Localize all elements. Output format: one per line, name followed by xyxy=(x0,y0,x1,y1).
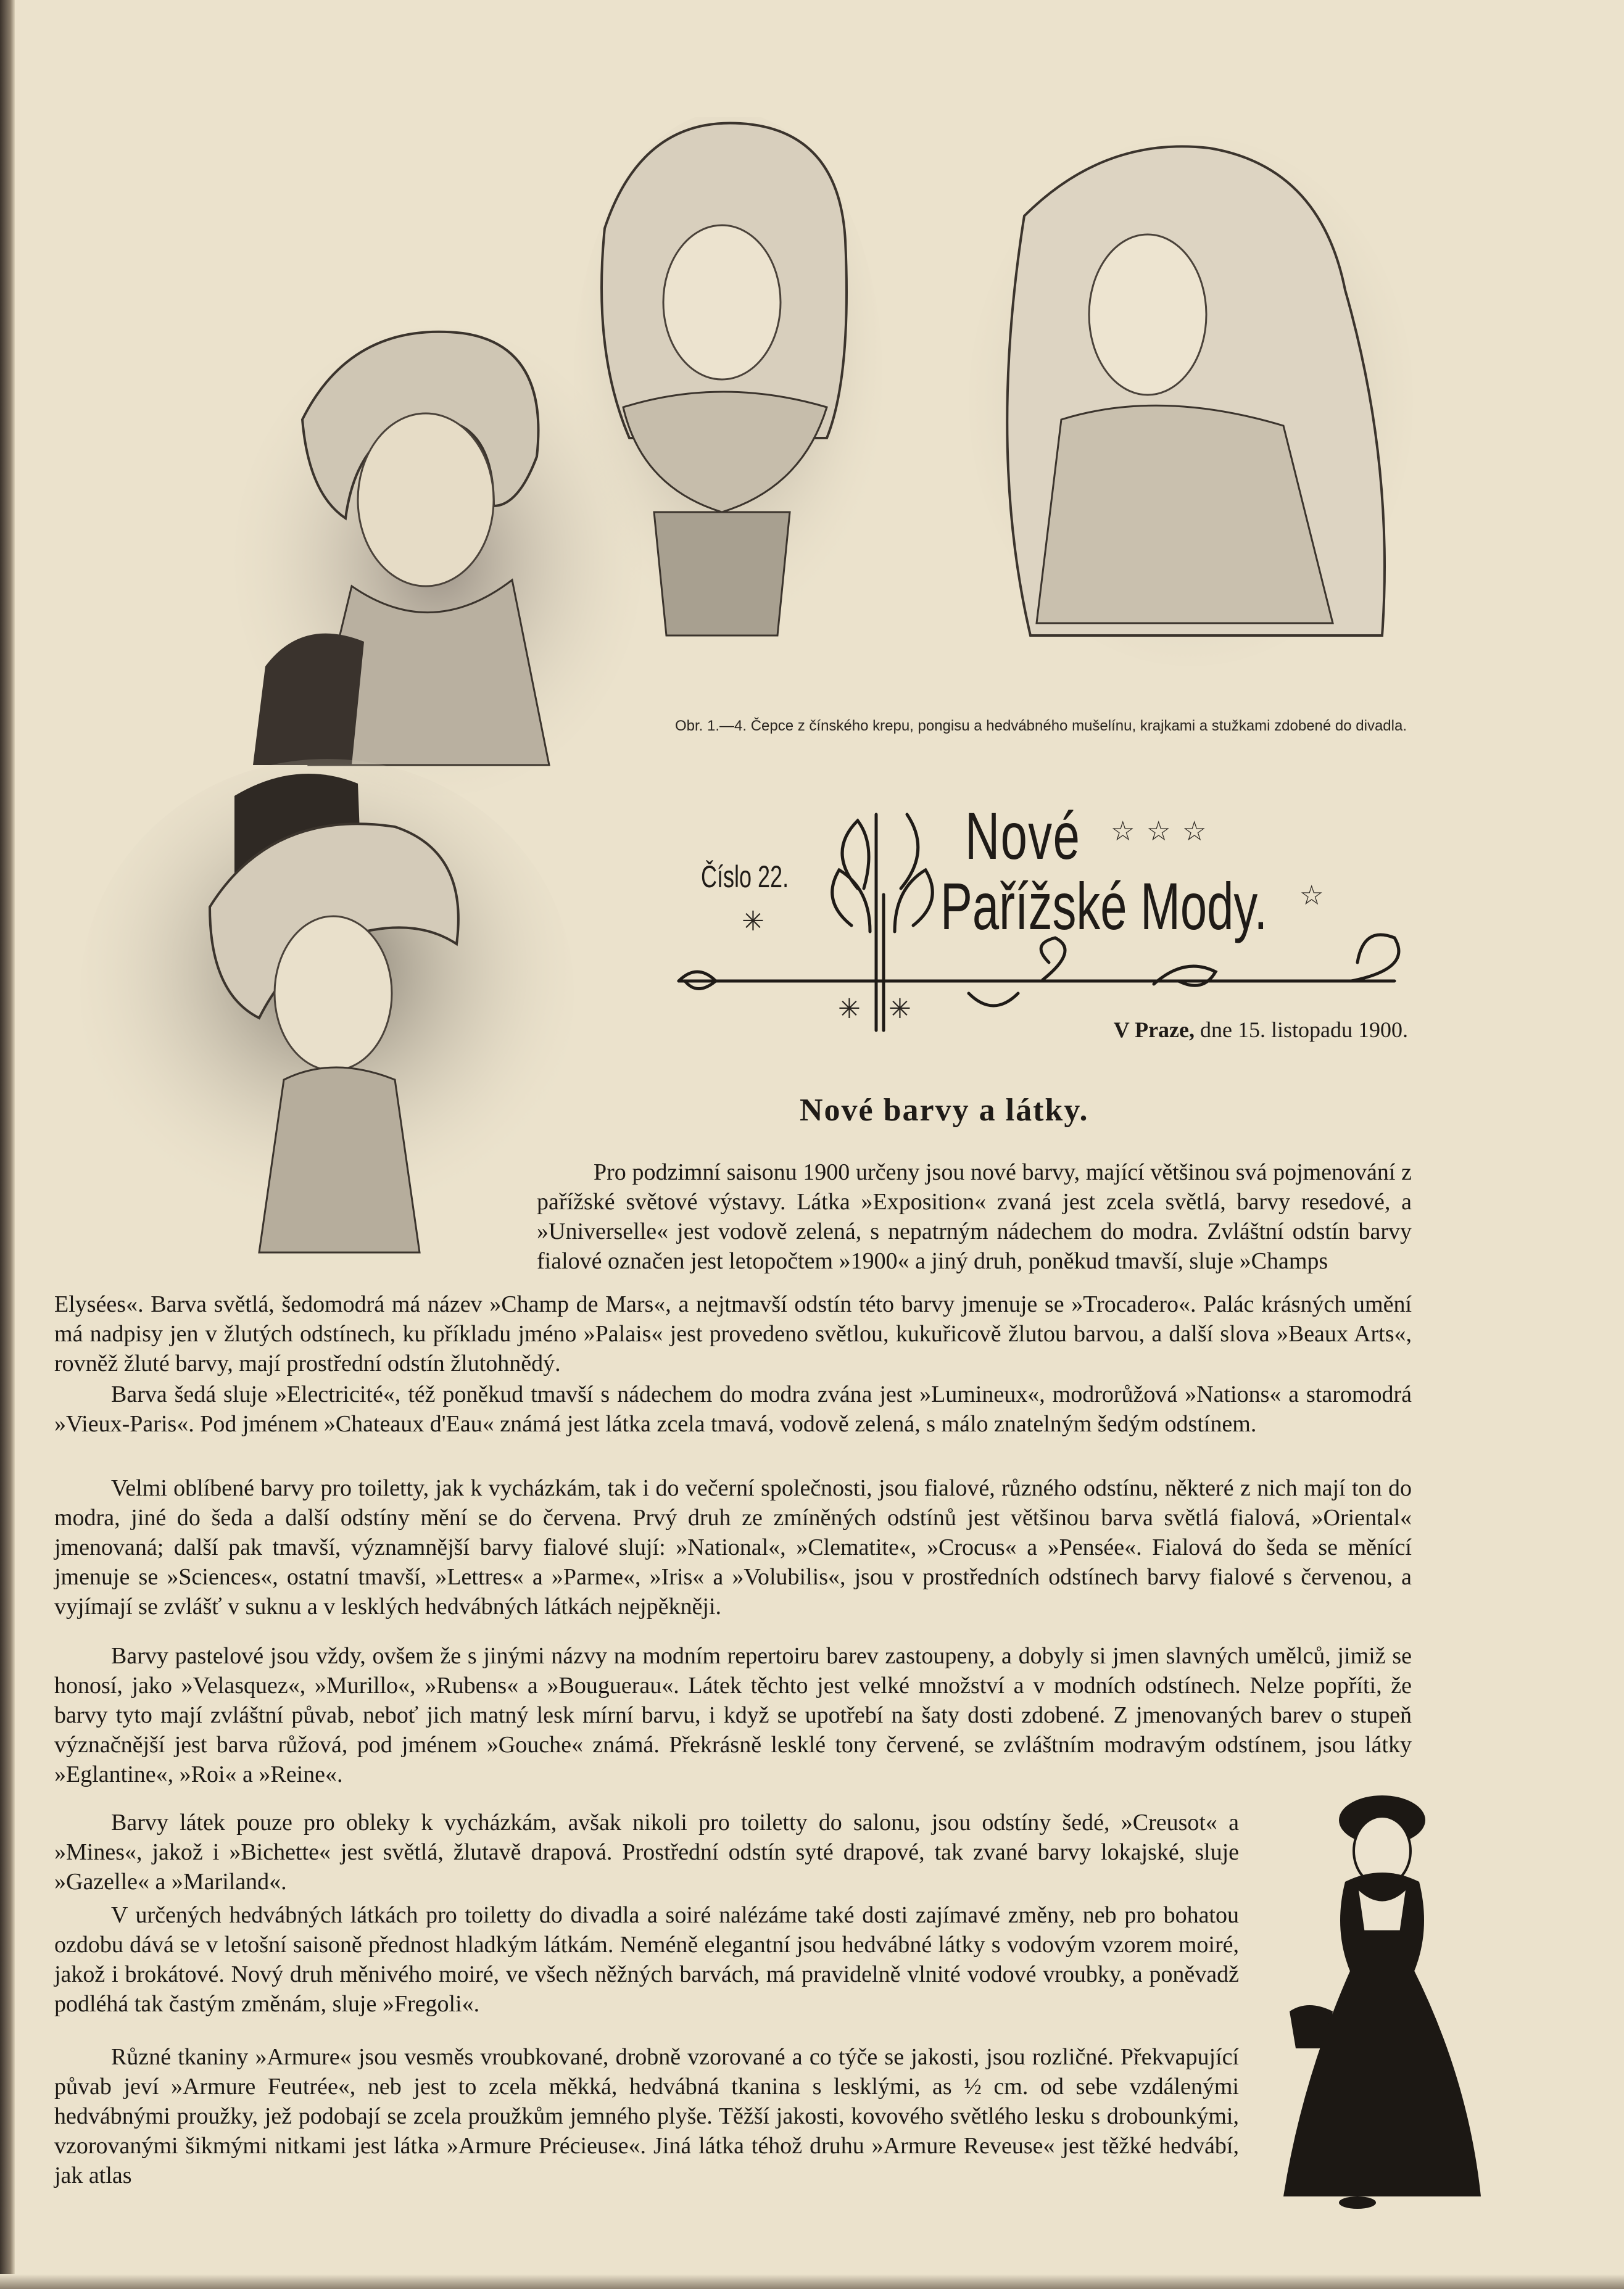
paragraph-2: Barva šedá sluje »Electricité«, též poněkud tmavší s nádechem do modra zvána jest »Lumineux«, modrorůžová »Nations« a staromodrá »Vieux-Paris«. Pod jménem »Chateaux d'Eau« známá jest látka zcela tmavá, vodově zelená, s málo znatelným šedým odstínem. xyxy=(54,1381,1412,1437)
issue-number: Číslo 22. xyxy=(701,859,789,894)
star-glyph: ☆ xyxy=(1182,816,1207,847)
star-glyph: ✳ xyxy=(889,993,911,1025)
paragraph-3: Velmi oblíbené barvy pro toiletty, jak k vycházkám, tak i do večerní společnosti, jsou fialové, různého odstínu, některé z nich mají ton do modra, jiné do šeda a další odstíny mění se do červena. Prvý druh ze zmíněných odstínů jest většinou barva světlá fialová, »Oriental« jmenovaná; další pak tmavší, významnější barvy fialové slují: »National«, »Clematite«, »Crocus« a »Pensée«. Fialová do šeda se měnící jmenuje se »Sciences«, ostatní tmavší, »Lettres« a »Parme«, »Iris« a »Volubilis«, jsou v prostředních odstínech barvy fialové s červenou, a vyjímají se zvlášť v suknu a v lesklých hedvábných látkách nejpěkněji. xyxy=(54,1475,1412,1620)
title-line-2: Pařížské Mody. xyxy=(940,869,1268,943)
star-glyph: ✳ xyxy=(838,993,861,1025)
paragraph-1: Pro podzimní saisonu 1900 určeny jsou nové barvy, mající většinou svá pojmenování z pařížské světové výstavy. Látka »Exposition« zvaná jest zcela světlá, barvy resedové, a »Universelle« jest vodově zelená, s nepatrným nádechem do modra. Zvláštní odstín barvy fialové označen jest letopočtem »1900« a jiný druh, poněkud tmavší, sluje »Champs xyxy=(537,1159,1412,1274)
paragraph-4: Barvy pastelové jsou vždy, ovšem že s jinými názvy na modním repertoiru barev zastoupeny, a dobyly si jmen slavných umělců, jimiž se honosí, jako »Velasquez«, »Murillo«, »Rubens« a »Bouguerau«. Látek těchto jest velké množství a v modních odstínech. Nelze popříti, že barvy tyto mají zvláštní půvab, neboť jich matný lesk mírní barvu, i když se upotřebí na šaty dosti zdobené. Z jmenovaných barev o stupeň význačnější jest barva růžová, pod jménem »Gouche« známá. Překrásně lesklé tony červené, se zvláštním modravým odstínem, jsou látky »Eglantine«, »Roi« a »Reine«. xyxy=(54,1643,1412,1787)
figure-caption: Obr. 1.—4. Čepce z čínského krepu, pongisu a hedvábného mušelínu, krajkami a stužkami zdobené do divadla. xyxy=(674,718,1407,734)
walking-woman-illustration xyxy=(1265,1789,1499,2215)
dateline xyxy=(1069,1017,1408,1043)
bonnet-figure-center xyxy=(568,117,889,673)
bonnet-figure-right xyxy=(963,130,1419,673)
star-glyph: ☆ xyxy=(1299,880,1324,911)
dateline-city: V Praze, xyxy=(1113,1017,1195,1042)
dateline-date: dne 15. listopadu 1900. xyxy=(1200,1017,1408,1042)
paragraph-1-continued: Elysées«. Barva světlá, šedomodrá má název »Champ de Mars«, a nejtmavší odstín této barvy jmenuje se »Trocadero«. Palác krásných umění má nadpisy jen v žlutých odstínech, ku příkladu jméno »Palais« jest provedeno světlou, kukuřicově žlutou barvou, a další slova »Beaux Arts«, rovněž žluté barvy, mají prostřední odstín žlutohnědý. xyxy=(54,1291,1412,1376)
paragraph-5: Barvy látek pouze pro obleky k vycházkám, avšak nikoli pro toiletty do salonu, jsou odstíny šedé, »Creusot« a »Mines«, jakož i »Bichette« jest světlá, žlutavě drapová. Prostřední odstín syté drapové, tak zvané barvy lokajské, sluje »Gazelle« a »Mariland«. xyxy=(54,1810,1239,1895)
star-glyph: ☆ xyxy=(1146,816,1171,847)
page-bottom-edge xyxy=(0,2274,1624,2289)
star-glyph: ☆ xyxy=(1111,816,1135,847)
star-glyph: ✳ xyxy=(742,906,764,937)
masthead xyxy=(673,790,1413,1055)
paragraph-6: V určených hedvábných látkách pro toiletty do divadla a soiré nalézáme také dosti zajímavé změny, neb pro bohatou ozdobu dává se v letošní saisoně přednost hladkým látkám. Neméně elegantní jsou hedvábné látky s vodovým vzorem moiré, jakož i brokátové. Nový druh měnivého moiré, ve všech něžných barvách, má pravidelně vlnité vodové vroubky, a poněvadž podléhá tak častým změnám, sluje »Fregoli«. xyxy=(54,1902,1239,2017)
book-spine-shadow xyxy=(0,0,15,2289)
article-headline: Nové barvy a látky. xyxy=(800,1093,1089,1128)
bonnet-figure-lower xyxy=(74,759,580,1283)
title-line-1: Nové xyxy=(965,798,1081,873)
paragraph-7: Různé tkaniny »Armure« jsou vesměs vroubkované, drobně vzorované a co týče se jakosti, jsou rozličné. Překvapující půvab jeví »Armure Feutrée«, neb jest to zcela měkká, hedvábná tkanina s lesklými, as ½ cm. od sebe vzdálenými hedvábnými proužky, jež podobají se zcela proužkům jemného plyše. Těžší jakosti, kovového světlého lesku s drobounkými, vzorovanými šikmými nitkami jest látka »Armure Précieuse«. Jiná látka téhož druhu »Armure Reveuse« jest těžké hedvábí, jak atlas xyxy=(54,2044,1239,2188)
